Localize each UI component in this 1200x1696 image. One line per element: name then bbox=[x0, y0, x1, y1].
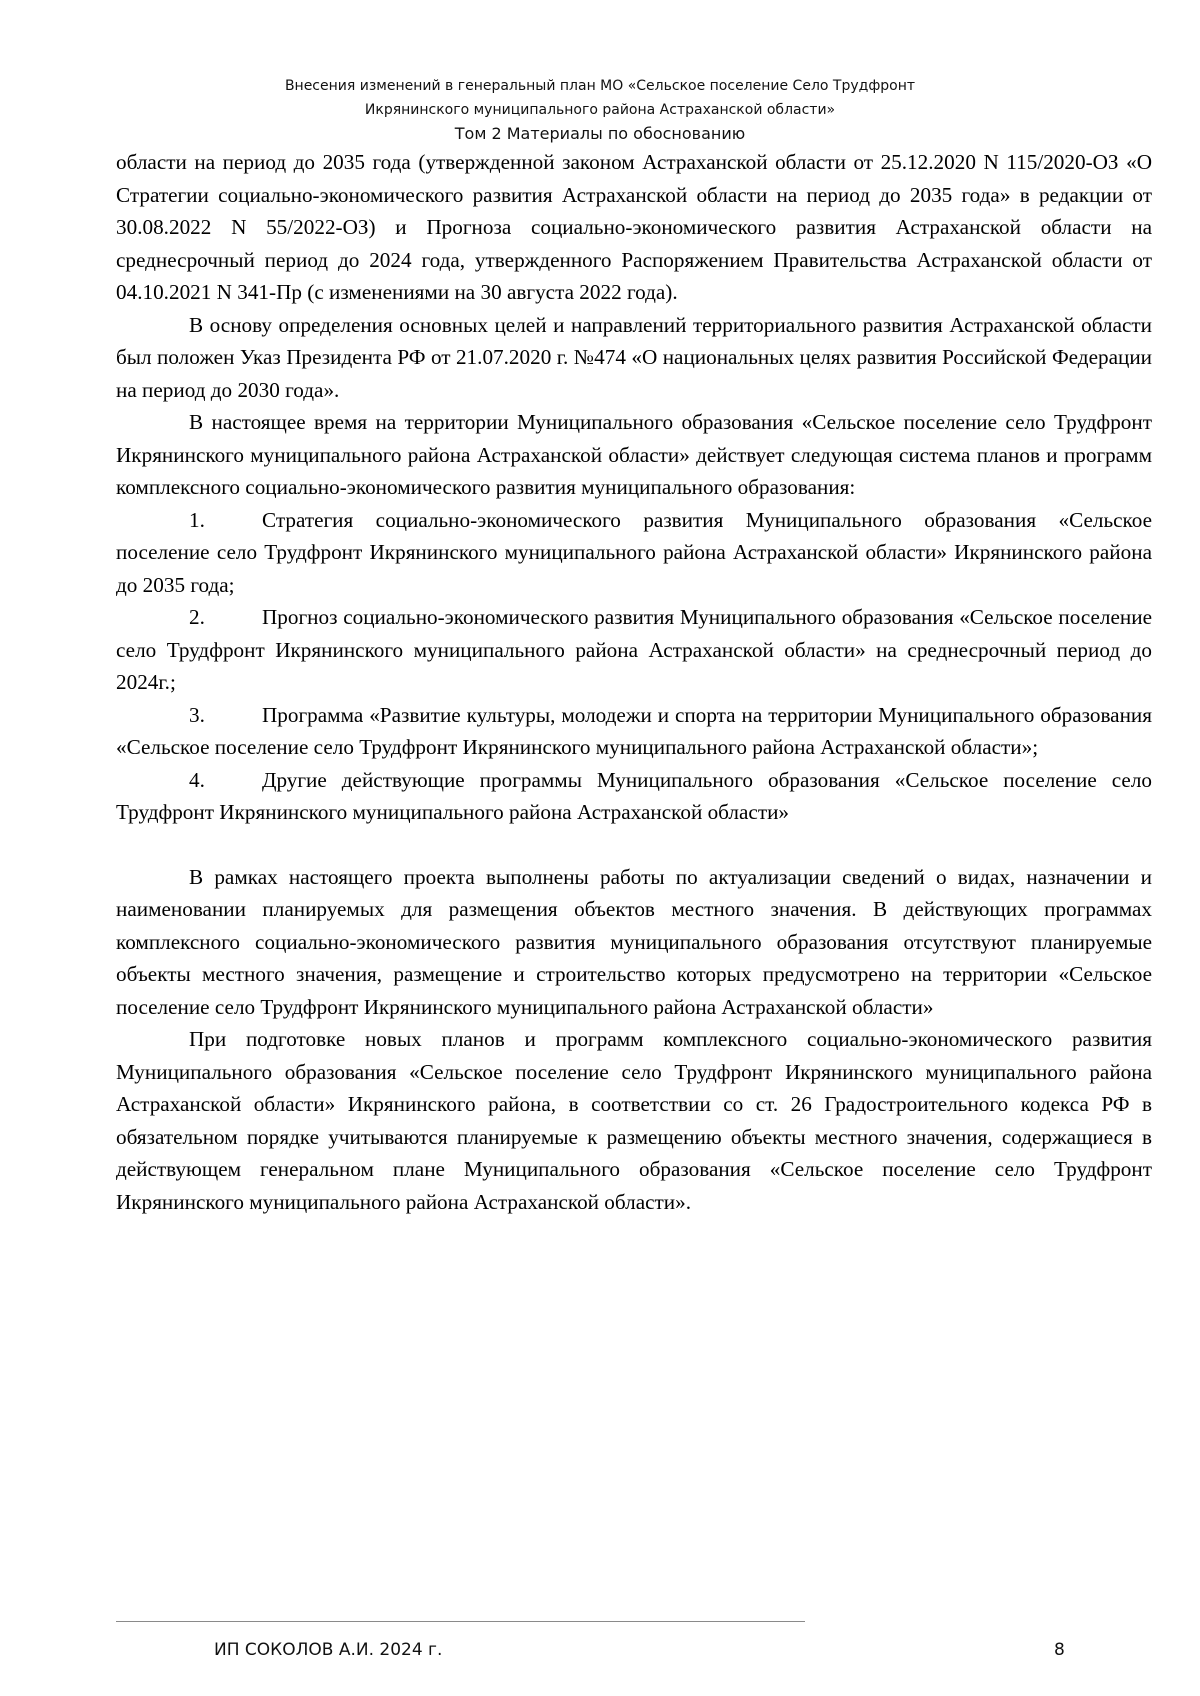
list-item bbox=[116, 699, 1152, 764]
list-item-number: 3. bbox=[189, 702, 205, 727]
header-volume: Том 2 Материалы по обоснованию bbox=[454, 124, 746, 143]
paragraph-5: При подготовке новых планов и программ комплексного социально-экономического развития Муниципального образования «Сельское поселение село Трудфронт Икрянинского муниципального района Астраханской области» Икрянинского района, в соответствии со ст. 26 Градостроительного кодекса РФ в обязательном порядке учитываются планируемые к размещению объекты местного значения, содержащиеся в действующем генеральном плане Муниципального образования «Сельское поселение село Трудфронт Икрянинского муниципального района Астраханской области». bbox=[116, 1027, 1152, 1214]
paragraph-4: В рамках настоящего проекта выполнены работы по актуализации сведений о видах, назначении и наименовании планируемых для размещения объектов местного значения. В действующих программах комплексного социально-экономического развития муниципального образования отсутствуют планируемые объекты местного значения, размещение и строительство которых предусмотрено на территории «Сельское поселение село Трудфронт Икрянинского муниципального района Астраханской области» bbox=[116, 864, 1152, 1019]
list-item-text: Стратегия социально-экономического развития Муниципального образования «Сельское поселение село Трудфронт Икрянинского муниципального района Астраханской области» Икрянинского района до 2035 года; bbox=[116, 507, 1152, 597]
page-number: 8 bbox=[1054, 1640, 1065, 1660]
list-item-number: 4. bbox=[189, 767, 205, 792]
list-item bbox=[116, 764, 1152, 829]
list-item bbox=[116, 601, 1152, 699]
list-item-number: 2. bbox=[189, 605, 205, 629]
footer-author: ИП СОКОЛОВ А.И. 2024 г. bbox=[214, 1640, 443, 1660]
paragraph-spacer bbox=[116, 829, 1152, 861]
list-item-text: Программа «Развитие культуры, молодежи и спорта на территории Муниципального образования «Сельское поселение село Трудфронт Икрянинского муниципального района Астраханской области»; bbox=[116, 702, 1152, 759]
header-title-line2: Икрянинского муниципального района Астраханской области» bbox=[364, 102, 836, 118]
list-item-text: Прогноз социально-экономического развития Муниципального образования «Сельское поселение село Трудфронт Икрянинского муниципального района Астраханской области» на среднесрочный период до 2024г.; bbox=[116, 605, 1152, 694]
header-title-line1: Внесения изменений в генеральный план МО «Сельское поселение Село Трудфронт bbox=[284, 78, 916, 94]
document-body bbox=[116, 146, 1152, 1218]
list-item-text: Другие действующие программы Муниципального образования «Сельское поселение село Трудфронт Икрянинского муниципального района Астраханской области» bbox=[116, 767, 1152, 824]
paragraph-1: области на период до 2035 года (утвержденной законом Астраханской области от 25.12.2020 N 115/2020-ОЗ «О Стратегии социально-экономического развития Астраханской области на период до 2035 года» в редакции от 30.08.2022 N 55/2022-ОЗ) и Прогноза социально-экономического развития Астраханской области на среднесрочный период до 2024 года, утвержденного Распоряжением Правительства Астраханской области от 04.10.2021 N 341-Пр (с изменениями на 30 августа 2022 года). bbox=[116, 150, 1152, 304]
footer-divider bbox=[116, 1621, 805, 1622]
list-item bbox=[116, 504, 1152, 602]
paragraph-3: В настоящее время на территории Муниципального образования «Сельское поселение село Трудфронт Икрянинского муниципального района Астраханской области» действует следующая система планов и программ комплексного социально-экономического развития муниципального образования: bbox=[116, 410, 1152, 499]
list-item-number: 1. bbox=[189, 507, 205, 532]
paragraph-2: В основу определения основных целей и направлений территориального развития Астраханской области был положен Указ Президента РФ от 21.07.2020 г. №474 «О национальных целях развития Российской Федерации на период до 2030 года». bbox=[116, 312, 1152, 402]
